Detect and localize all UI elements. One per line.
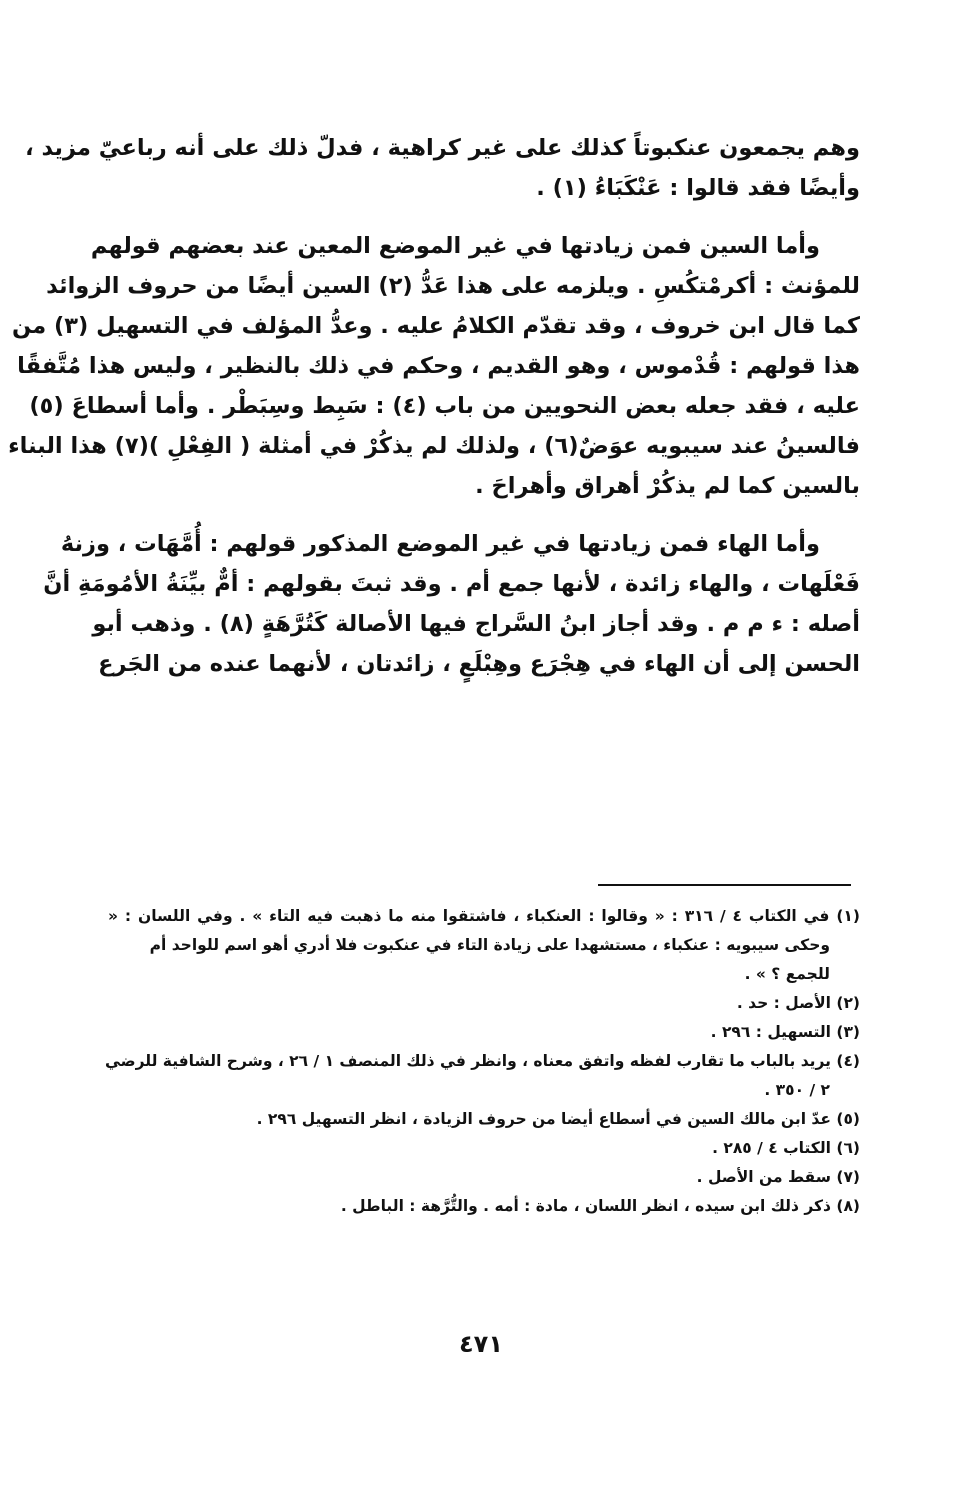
text-line: بالسين كما لم يذكُرْ أهراق وأهراحَ . [475, 473, 860, 499]
footnote-4 [104, 1047, 860, 1105]
page-number: ٤٧١ [459, 1330, 503, 1358]
footnote-line: (٣) التسهيل : ٢٩٦ . [710, 1023, 860, 1041]
footnote-line: (٢) الأصل : حد . [736, 994, 860, 1012]
footnote-line: (٥) عدّ ابن مالك السين في أسطاع أيضا من حروف الزيادة ، انظر التسهيل ٢٩٦ . [256, 1110, 860, 1128]
text-line: للمؤنث : أكرمْتكُسِ . ويلزمه على هذا عَدُّ (٢) السين أيضًا من حروف الزوائد [46, 273, 860, 299]
footnote-1 [108, 902, 860, 989]
footnote-line: (٤) يريد بالباب ما تقارب لفظه واتفق معناه ، وانظر في ذلك المنصف ١ / ٢٦ ، وشرح الشافية للرضي [104, 1052, 860, 1070]
text-line: وأما الهاء فمن زيادتها في غير الموضع المذكور قولهم : أُمَّهَات ، وزنهُ [60, 531, 820, 557]
footnote-5 [108, 1105, 860, 1134]
text-line: فَعْلَهات ، والهاء زائدة ، لأنها جمع أم . وقد ثبتَ بقولهم : أمٌّ بيِّنَةُ الأمُومَةِ أنَّ [43, 571, 860, 597]
footnote-separator [598, 884, 851, 886]
footnote-line: (٦) الكتاب ٤ / ٢٨٥ . [712, 1139, 860, 1157]
footnote-8 [108, 1192, 860, 1221]
paragraph-2 [8, 226, 860, 506]
text-line: هذا قولهم : قُدْموس ، وهو القديم ، وحكم في ذلك بالنظير ، وليس هذا مُتَّفقًا [17, 353, 860, 379]
footnote-line: (٧) سقط من الأصل . [696, 1168, 860, 1186]
footnote-7 [108, 1163, 860, 1192]
text-line: فالسينُ عند سيبويه عوَضٌ(٦) ، ولذلك لم يذكُرْ في أمثلة ( الفِعْلِ )(٧) هذا البناء [8, 433, 860, 459]
paragraph-3 [43, 524, 860, 684]
footnote-6 [108, 1134, 860, 1163]
text-line: أصله : ء م م . وقد أجاز ابنُ السَّراج فيها الأصالة كَتُرَّهَةٍ (٨) . وذهب أبو [92, 611, 860, 637]
paragraph-1 [25, 128, 860, 208]
footnote-line: للجمع ؟ » . [744, 965, 830, 983]
main-text [8, 128, 860, 684]
text-line: الحسن إلى أن الهاء في هِجْرَع وهِبْلَعٍ ، زائدتان ، لأنهما عنده من الجَرع [98, 651, 860, 677]
text-line: وأيضًا فقد قالوا : عَنْكَبَاءُ (١) . [536, 175, 860, 201]
text-line: عليه ، فقد جعله بعض النحويين من باب (٤) : سَبِط وسِبَطْر . وأما أسطاعَ (٥) [29, 393, 860, 419]
footnote-line: (٨) ذكر ذلك ابن سيده ، انظر اللسان ، مادة : أمه . والتُّرَّهة : الباطل . [340, 1197, 860, 1215]
footnote-line: ٢ / ٣٥٠ . [764, 1081, 830, 1099]
footnote-2 [108, 989, 860, 1018]
footnote-3 [108, 1018, 860, 1047]
footnote-line: (١) في الكتاب ٤ / ٣١٦ : « وقالوا : العنكباء ، فاشتقوا منه ما ذهبت فيه التاء » . وفي اللسان : « [108, 907, 860, 925]
text-line: وأما السين فمن زيادتها في غير الموضع المعين عند بعضهم قولهم [90, 233, 820, 259]
footnotes [104, 902, 860, 1221]
text-line: وهم يجمعون عنكبوتاً كذلك على غير كراهية ، فدلّ ذلك على أنه رباعيّ مزيد ، [25, 135, 860, 161]
text-line: كما قال ابن خروف ، وقد تقدّم الكلامُ عليه . وعدُّ المؤلف في التسهيل (٣) من [12, 313, 860, 339]
footnote-line: وحكى سيبويه : عنكباء ، مستشهدا على زيادة التاء في عنكبوت فلا أدري أهو اسم للواحد أم [149, 936, 830, 954]
